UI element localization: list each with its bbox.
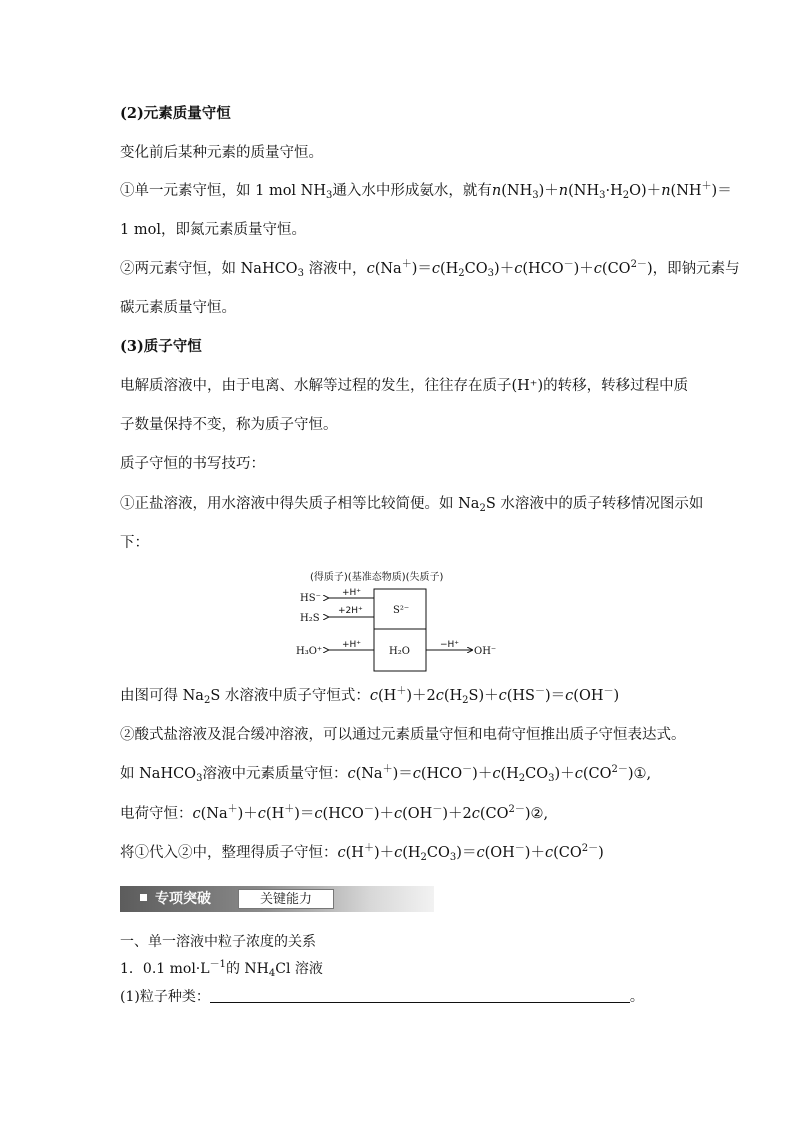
diagram-header: (得质子)(基准态物质)(失质子) [310,572,444,583]
tip-normal-salt: ①正盐溶液，用水溶液中得失质子相等比较简便。如 $Na_2S$ 水溶液中的质子转移情况图示如 [120,496,704,514]
diagram-h3o: H₃O⁺ [296,646,323,657]
label-plus-h2: +H⁺ [342,640,362,650]
tip-normal-salt-cont: 下： [120,535,149,551]
diagram-h2o: H₂O [389,646,410,657]
nahco3-element-conservation: 如 NaHCO$_3$溶液中元素质量守恒：$c(Na^+)=c(HCO^-)+c(H_2CO_3)+c(CO^{2-})①$, [120,764,652,784]
question-1-title: 1．0.1 $mol\cdot L^{-1}$的 $NH_4Cl$ 溶液 [120,959,323,979]
diagram-s2: S²⁻ [393,605,410,616]
banner-main-label: 专项突破 [120,889,236,909]
question-section-title: 一、单一溶液中粒子浓度的关系 [120,934,316,950]
question-1-species: (1)粒子种类： 。 [120,989,644,1005]
banner-sub-label: 关键能力 [238,889,334,909]
square-bullet-icon [140,894,147,901]
label-plus-2h: +2H⁺ [338,606,363,616]
item-single-element-cont: 1 mol，即氮元素质量守恒。 [120,222,306,238]
proton-conservation-result: 将①代入②中，整理得质子守恒：$c(H^+)+c(H_2CO_3)=c(OH^-)+c(CO^{2-})$ [120,843,604,863]
item-two-elements-cont: 碳元素质量守恒。 [120,300,236,316]
section-title-element-conservation: (2)元素质量守恒 [120,105,231,122]
section-banner [120,886,434,912]
tip-acid-salt: ②酸式盐溶液及混合缓冲溶液，可以通过元素质量守恒和电荷守恒推出质子守恒表达式。 [120,727,686,743]
section-title-proton-conservation: (3)质子守恒 [120,338,202,355]
diagram-h2s: H₂S [300,613,320,624]
item-single-element: ①单一元素守恒，如 1 mol $NH_3$通入水中形成氨水，就有$n(NH_3)+n(NH_3\cdot H_2O)+n(NH^+)=$ [120,181,732,201]
label-minus-h: −H⁺ [440,640,460,650]
diagram-hs: HS⁻ [300,593,321,604]
proton-paragraph-line1: 电解质溶液中，由于电离、水解等过程的发生，往往存在质子(H⁺)的转移，转移过程中质 [120,378,689,394]
proton-paragraph-line2: 子数量保持不变，称为质子守恒。 [120,417,338,433]
proton-transfer-diagram [292,566,512,676]
label-plus-h: +H⁺ [342,588,362,598]
formula-na2s: 由图可得 $Na_2S$ 水溶液中质子守恒式：$c(H^+)+2c(H_2S)+c(HS^-)=c(OH^-)$ [120,686,620,706]
answer-blank[interactable] [210,988,630,1003]
charge-conservation: 电荷守恒：$c(Na^+)+c(H^+)=c(HCO^-)+c(OH^-)+2c(CO^{2-})②$, [120,804,549,822]
diagram-oh: OH⁻ [474,646,497,657]
item-two-elements: ②两元素守恒，如 NaHCO$_3$ 溶液中，$c(Na^+)=c(H_2CO_3)+c(HCO^-)+c(CO^{2-})$，即钠元素与 [120,259,740,279]
writing-tips-title: 质子守恒的书写技巧： [120,456,265,472]
section-description: 变化前后某种元素的质量守恒。 [120,145,323,161]
